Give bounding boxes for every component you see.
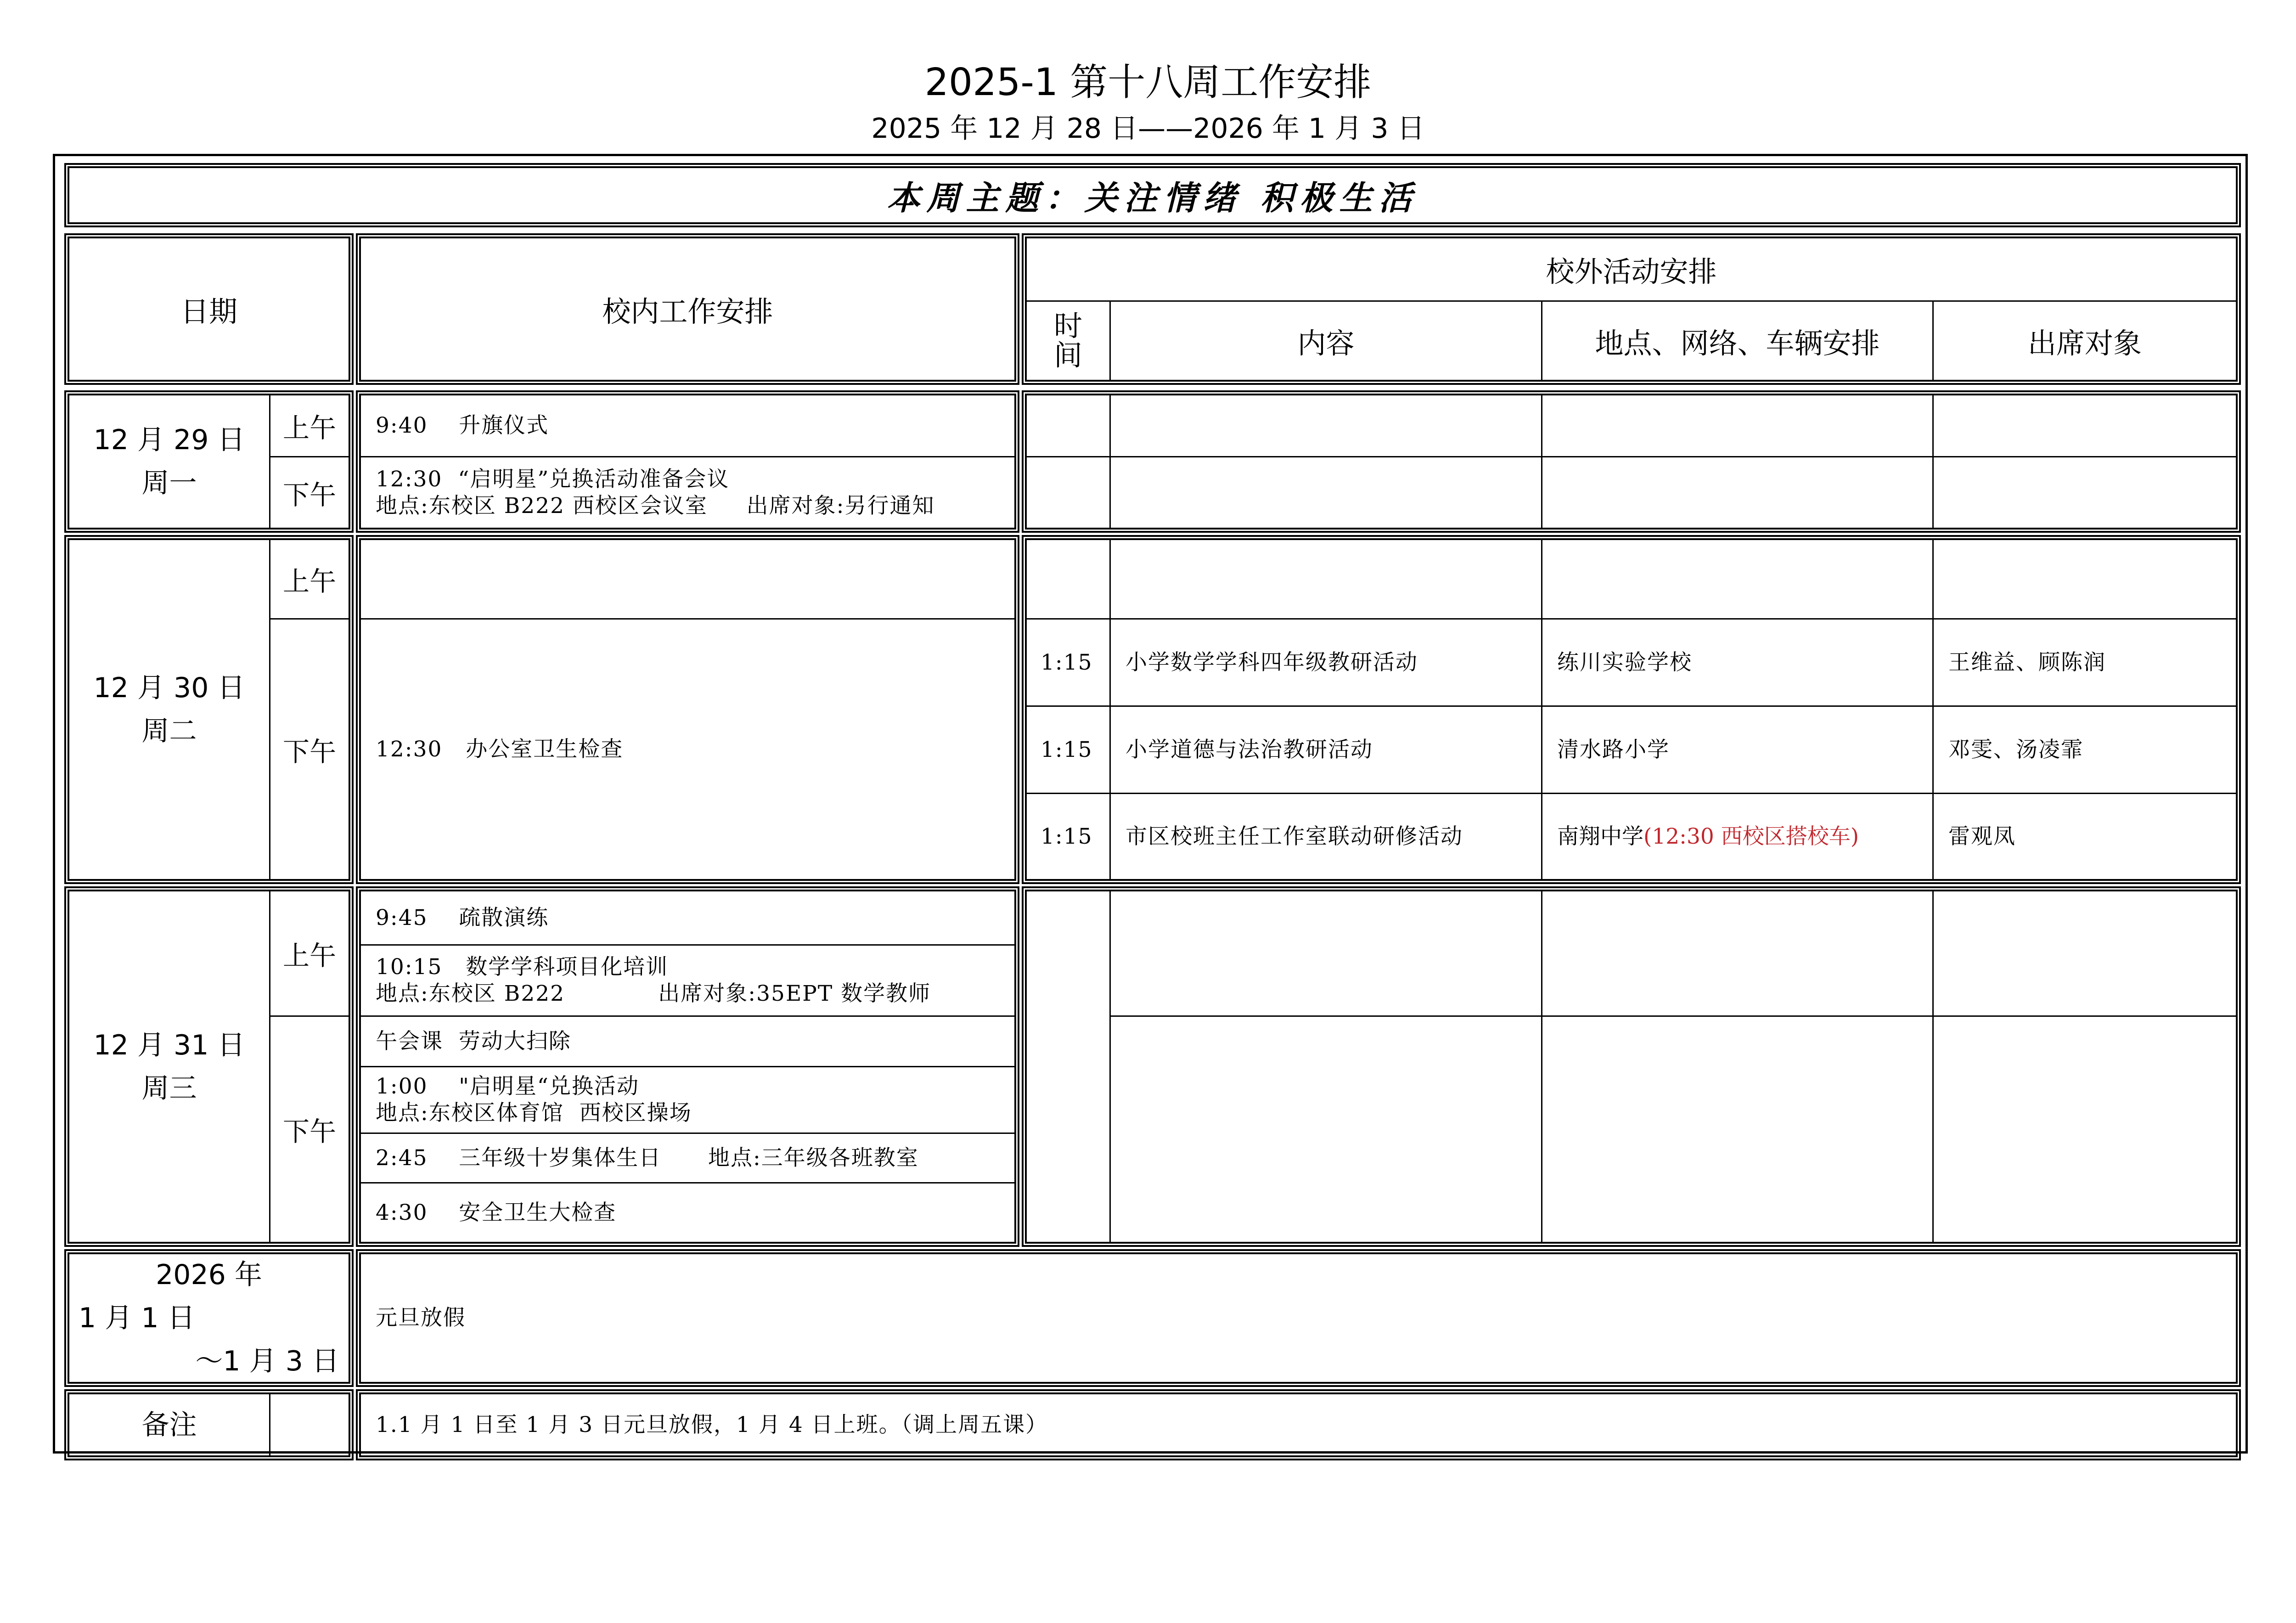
- header-location-label: 地点、网络、车辆安排: [1595, 326, 1880, 360]
- theme-text: 本周主题：关注情绪 积极生活: [887, 178, 1418, 217]
- page-title: 2025-1 第十八周工作安排: [924, 61, 1372, 104]
- header-attendees-label: 出席对象: [2027, 326, 2142, 360]
- header-external-label: 校外活动安排: [1546, 255, 1717, 288]
- day2-am-label: 上午: [282, 566, 336, 597]
- day3-date-block: [64, 886, 354, 1247]
- holiday-block: [356, 1249, 2241, 1387]
- remarks-label: 备注: [141, 1409, 197, 1441]
- day3-external-block: [1022, 886, 2241, 1247]
- header-external: [1022, 233, 2241, 385]
- holiday-date-line2: 1 月 1 日: [79, 1302, 195, 1334]
- holiday-date-line1: 2026 年: [156, 1259, 262, 1291]
- day1-am-label: 上午: [282, 412, 336, 444]
- day3-am-item2-line2: 地点:东校区 B222 出席对象:35EPT 数学教师: [376, 981, 931, 1006]
- theme-banner: [64, 163, 2241, 227]
- day1-date: 12 月 29 日 周一: [93, 424, 245, 499]
- day3-am-item2-line1: 10:15 数学学科项目化培训: [376, 954, 669, 980]
- day2-internal-block: [356, 535, 1019, 884]
- day2-ext-row3-location: 南翔中学 (12:30 西校区搭校车): [1557, 823, 1859, 849]
- day2-pm-label: 下午: [282, 736, 336, 767]
- day2-ext-row1-time: 1:15: [1041, 649, 1093, 675]
- remarks-text: 1.1 月 1 日至 1 月 3 日元旦放假，1 月 4 日上班。（调上周五课）: [376, 1412, 1048, 1437]
- day2-ext-row2-time: 1:15: [1041, 737, 1093, 762]
- header-content-label: 内容: [1297, 326, 1355, 360]
- day3-internal-block: [356, 886, 1019, 1247]
- day2-ext-row2-attendees: 邓雯、汤凌霏: [1948, 737, 2083, 762]
- day3-pm-label: 下午: [282, 1116, 336, 1147]
- day2-date-block: [64, 535, 354, 884]
- day2-ext-row3-content: 市区校班主任工作室联动研修活动: [1125, 823, 1463, 849]
- date-range: 2025 年 12 月 28 日——2026 年 1 月 3 日: [871, 113, 1425, 145]
- holiday-date-line3: ～1 月 3 日: [195, 1345, 339, 1377]
- day3-pm-item3: 2:45 三年级十岁集体生日 地点:三年级各班教室: [376, 1145, 919, 1171]
- day3-pm-item2-line1: 1:00 "启明星“兑换活动: [376, 1074, 639, 1099]
- day2-pm-item: 12:30 办公室卫生检查: [376, 736, 624, 762]
- header-date-label: 日期: [180, 294, 237, 328]
- day3-am-label: 上午: [282, 940, 336, 971]
- day1-pm-item-line2: 地点:东校区 B222 西校区会议室 出席对象:另行通知: [376, 493, 935, 518]
- bus-note: (12:30 西校区搭校车): [1643, 823, 1859, 849]
- header-internal: [356, 233, 1019, 385]
- day2-ext-row1-location: 练川实验学校: [1557, 649, 1692, 675]
- day1-internal-block: [356, 390, 1019, 533]
- day1-date-block: [64, 390, 354, 533]
- day1-external-block: [1022, 390, 2241, 533]
- header-time-label: 时 间: [1053, 309, 1082, 372]
- day3-pm-item4: 4:30 安全卫生大检查: [376, 1200, 617, 1225]
- day3-pm-item1: 午会课 劳动大扫除: [376, 1028, 571, 1054]
- day2-ext-row3-attendees: 雷观凤: [1948, 823, 2016, 849]
- day3-am-item1: 9:45 疏散演练: [376, 905, 549, 930]
- day1-pm-label: 下午: [282, 479, 336, 511]
- header-date: [64, 233, 354, 385]
- header-internal-label: 校内工作安排: [602, 294, 773, 328]
- day1-pm-item-line1: 12:30 “启明星”兑换活动准备会议: [376, 466, 730, 492]
- day1-am-item: 9:40 升旗仪式: [376, 413, 549, 438]
- schedule-sheet: [53, 154, 2248, 1454]
- day2-ext-row3-time: 1:15: [1041, 823, 1093, 849]
- day2-ext-row1-content: 小学数学学科四年级教研活动: [1125, 649, 1418, 675]
- day2-external-block: [1022, 535, 2241, 884]
- day2-date: 12 月 30 日 周二: [93, 672, 245, 747]
- day2-ext-row2-content: 小学道德与法治教研活动: [1125, 737, 1373, 762]
- remarks-block: [356, 1389, 2241, 1460]
- remarks-label-block: [64, 1389, 354, 1460]
- day3-pm-item2-line2: 地点:东校区体育馆 西校区操场: [376, 1100, 692, 1126]
- day3-date: 12 月 31 日 周三: [93, 1029, 245, 1105]
- day2-ext-row2-location: 清水路小学: [1557, 737, 1670, 762]
- day2-ext-row1-attendees: 王维益、顾陈润: [1948, 649, 2106, 675]
- holiday-text: 元旦放假: [376, 1305, 466, 1330]
- holiday-date-block: [64, 1249, 354, 1387]
